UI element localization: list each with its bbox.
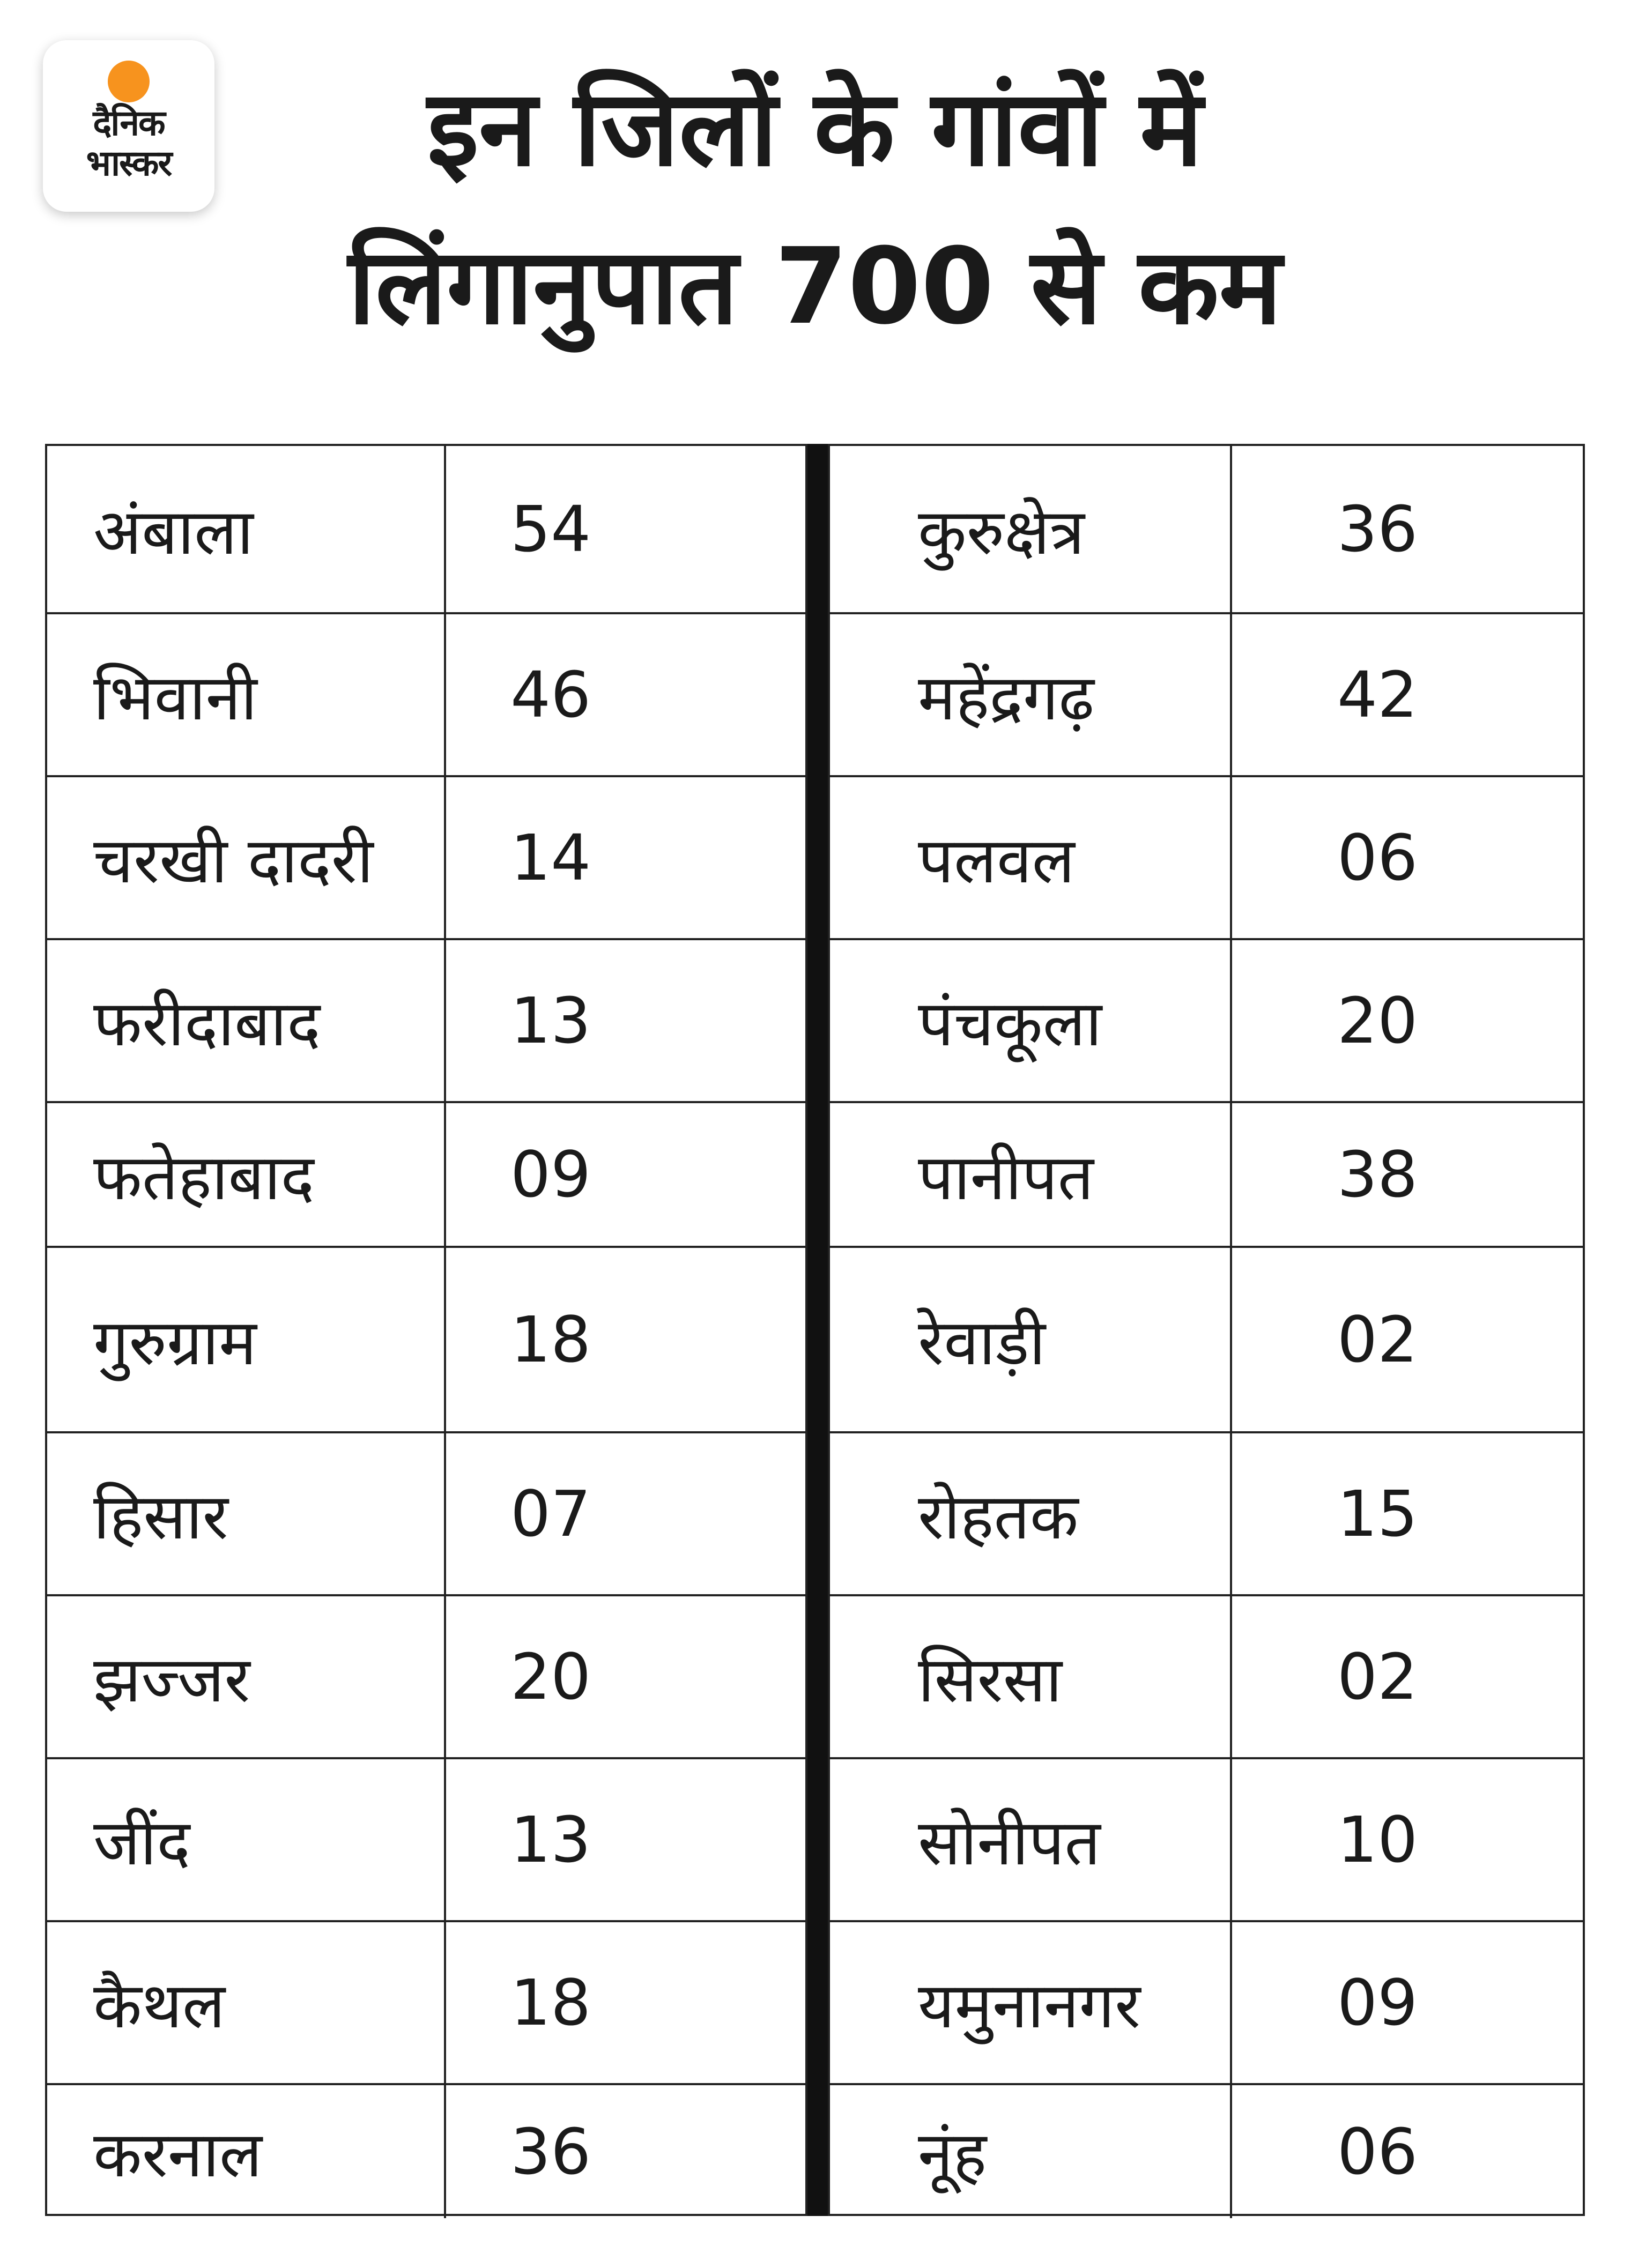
- district-name: रेवाड़ी: [830, 1248, 1232, 1431]
- district-name: पानीपत: [830, 1103, 1232, 1246]
- village-count: 46: [510, 658, 591, 732]
- table-row: [47, 938, 805, 1101]
- village-count: 20: [510, 1640, 591, 1714]
- village-count: 36: [510, 2115, 591, 2189]
- village-count: 06: [1337, 821, 1418, 895]
- table-row: [47, 1594, 805, 1757]
- table-row: [830, 2083, 1583, 2218]
- table-row: [830, 1246, 1583, 1431]
- logo-text-line2: भास्कर: [86, 143, 172, 184]
- district-name: पलवल: [830, 777, 1232, 938]
- village-count: 10: [1337, 1803, 1418, 1877]
- district-name: जींद: [47, 1759, 446, 1920]
- village-count: 06: [1337, 2115, 1418, 2189]
- table-row: [47, 1431, 805, 1594]
- district-name: पंचकूला: [830, 940, 1232, 1101]
- district-name: चरखी दादरी: [47, 777, 446, 938]
- district-name: गुरुग्राम: [47, 1248, 446, 1431]
- sun-icon: [108, 61, 150, 102]
- district-name: फरीदाबाद: [47, 940, 446, 1101]
- table-row: [47, 1757, 805, 1920]
- table-row: [47, 1920, 805, 2083]
- village-count: 02: [1337, 1640, 1418, 1714]
- dainik-bhaskar-logo: [43, 40, 214, 212]
- village-count: 42: [1337, 658, 1418, 732]
- village-count: 38: [1337, 1137, 1418, 1211]
- table-row: [830, 775, 1583, 938]
- district-name: फतेहाबाद: [47, 1103, 446, 1246]
- district-name: कैथल: [47, 1922, 446, 2083]
- district-name: अंबाला: [47, 446, 446, 612]
- village-count: 13: [510, 984, 591, 1058]
- table-row: [47, 2083, 805, 2218]
- table-row: [47, 775, 805, 938]
- district-name: कुरुक्षेत्र: [830, 446, 1232, 612]
- table-right-half: [828, 444, 1585, 2216]
- district-name: सिरसा: [830, 1596, 1232, 1757]
- district-name: हिसार: [47, 1433, 446, 1594]
- table-row: [830, 612, 1583, 775]
- table-center-divider: [807, 444, 828, 2216]
- district-name: महेंद्रगढ़: [830, 614, 1232, 775]
- village-count: 09: [1337, 1966, 1418, 2040]
- district-name: भिवानी: [47, 614, 446, 775]
- page-title-line2: लिंगानुपात 700 से कम: [348, 226, 1282, 348]
- village-count: 36: [1337, 492, 1418, 566]
- table-row: [830, 1920, 1583, 2083]
- table-row: [47, 1101, 805, 1246]
- village-count: 02: [1337, 1303, 1418, 1377]
- table-row: [830, 938, 1583, 1101]
- table-row: [830, 1594, 1583, 1757]
- district-name: झज्जर: [47, 1596, 446, 1757]
- page-title-line1: इन जिलों के गांवों में: [427, 68, 1203, 190]
- village-count: 54: [510, 492, 591, 566]
- village-count: 18: [510, 1966, 591, 2040]
- village-count: 20: [1337, 984, 1418, 1058]
- district-name: रोहतक: [830, 1433, 1232, 1594]
- village-count: 18: [510, 1303, 591, 1377]
- district-table: [45, 444, 1585, 2216]
- table-row: [830, 1431, 1583, 1594]
- district-name: नूंह: [830, 2085, 1232, 2218]
- table-row: [47, 1246, 805, 1431]
- table-row: [47, 446, 805, 612]
- village-count: 14: [510, 821, 591, 895]
- table-row: [47, 612, 805, 775]
- table-row: [830, 1101, 1583, 1246]
- village-count: 07: [510, 1477, 591, 1551]
- village-count: 13: [510, 1803, 591, 1877]
- village-count: 15: [1337, 1477, 1418, 1551]
- district-name: सोनीपत: [830, 1759, 1232, 1920]
- table-row: [830, 446, 1583, 612]
- district-name: यमुनानगर: [830, 1922, 1232, 2083]
- village-count: 09: [510, 1137, 591, 1211]
- district-name: करनाल: [47, 2085, 446, 2218]
- table-row: [830, 1757, 1583, 1920]
- table-left-half: [45, 444, 807, 2216]
- logo-text-line1: दैनिक: [93, 102, 165, 144]
